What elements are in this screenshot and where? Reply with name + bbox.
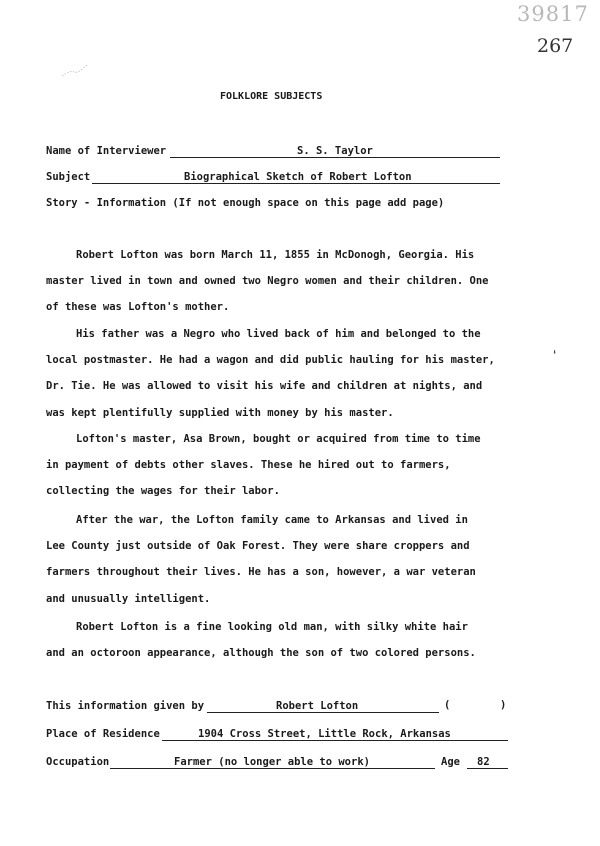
text-line: After the war, the Lofton family came to Arkansas and lived in — [76, 514, 468, 526]
text-line: was kept plentifully supplied with money by his master. — [46, 406, 394, 419]
text-line: His father was a Negro who lived back of him and belonged to the — [76, 328, 481, 340]
residence-underline — [162, 740, 508, 741]
paragraph-5 — [46, 614, 486, 666]
residence-value: 1904 Cross Street, Little Rock, Arkansas — [198, 728, 451, 740]
document-title: FOLKLORE SUBJECTS — [220, 91, 323, 102]
story-information-line: Story - Information (If not enough space on this page add page) — [46, 197, 445, 209]
subject-underline — [92, 183, 500, 184]
paragraph-3 — [46, 426, 486, 505]
paragraph-4 — [46, 507, 486, 612]
text-line: Lee County just outside of Oak Forest. They were share croppers and — [46, 540, 470, 553]
text-line: Lofton's master, Asa Brown, bought or acquired from time to time — [76, 433, 481, 445]
paragraph-2 — [46, 321, 495, 426]
text-line: master lived in town and owned two Negro women and their children. One — [46, 275, 489, 288]
archive-stamp-number: 39817 — [517, 2, 589, 26]
text-line: and an octoroon appearance, although the son of two colored persons. — [46, 647, 476, 660]
age-underline — [467, 768, 508, 769]
age-value: 82 — [477, 756, 490, 768]
paren-close: ) — [500, 699, 507, 711]
text-line: Dr. Tie. He was allowed to visit his wife and children at nights, and — [46, 380, 483, 393]
paren-open: ( — [444, 699, 451, 711]
pencil-scribble-mark — [60, 60, 90, 80]
subject-value: Biographical Sketch of Robert Lofton — [184, 171, 412, 183]
paragraph-1 — [46, 242, 489, 321]
text-line: Robert Lofton was born March 11, 1855 in McDonogh, Georgia. His — [76, 249, 475, 261]
interviewer-label: Name of Interviewer — [46, 145, 167, 157]
text-line: and unusually intelligent. — [46, 592, 211, 605]
text-line: collecting the wages for their labor. — [46, 485, 280, 498]
text-line: of these was Lofton's mother. — [46, 301, 230, 314]
text-line: farmers throughout their lives. He has a son, however, a war veteran — [46, 566, 476, 579]
text-line: in payment of debts other slaves. These he hired out to farmers, — [46, 459, 451, 472]
interviewer-underline — [170, 157, 500, 158]
margin-tick-mark: ‘ — [549, 347, 562, 363]
age-label: Age — [441, 756, 460, 768]
given-by-label: This information given by — [46, 700, 205, 712]
text-line: Robert Lofton is a fine looking old man, with silky white hair — [76, 621, 468, 633]
given-by-underline — [207, 712, 439, 713]
occupation-value: Farmer (no longer able to work) — [174, 756, 370, 768]
residence-label: Place of Residence — [46, 728, 160, 740]
occupation-label: Occupation — [46, 756, 110, 768]
subject-label: Subject — [46, 171, 91, 183]
given-by-value: Robert Lofton — [276, 700, 359, 712]
text-line: local postmaster. He had a wagon and did public hauling for his master, — [46, 354, 495, 367]
occupation-underline — [110, 768, 435, 769]
interviewer-value: S. S. Taylor — [297, 145, 373, 157]
page-number: 267 — [537, 35, 574, 57]
